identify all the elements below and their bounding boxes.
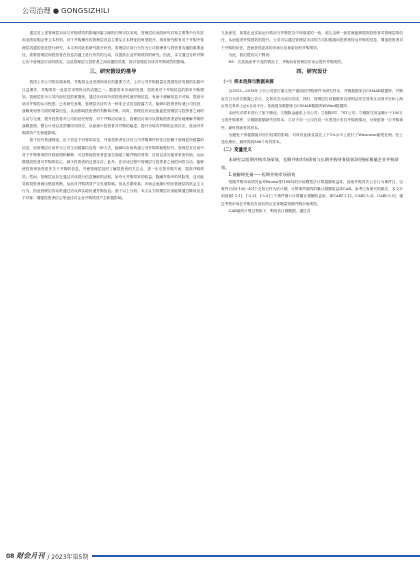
header-bullet: ●: [52, 7, 60, 15]
subsection-label: 1.被解释变量——短期并购市场绩效: [228, 172, 296, 178]
paragraph: 基于信号传递理论，由于信息不对称的存在，外部投资者在评估公司并购事件时往往依赖于管理层所披露的信息，而管理层访谈作为公司主动披露信息的一种方式，能够向市场传递公司并购的积极信号。管理层在访谈中对于并购事项的详细说明和解释，可以帮助投资者更加全面地了解并购的背景、目的以及可能带来的价值，从而增强投资者对并购的信心，减少投资者的过度反应。此外，在访谈过程中管理层与投资者之间的问答互动，能够使投资者获得更多关于并购的信息，并使管理层及时了解投资者的关注点，进一步完善并购方案，提高并购绩效。然而，管理层也存在通过访谈进行信息操纵的动机，如夸大并购带来的收益，隐瞒并购中的风险等，这可能导致投资者做出错误判断，从而对并购绩效产生负面影响。但从长期来看，市场会逐渐识别出管理层的机会主义行为，因此管理层有动机通过访谈真实地传递并购信息。基于以上分析，本文认为管理层访谈能够通过降低信息不对称、增强投资者信心等途径对企业并购绩效产生积极影响。: [22, 138, 204, 201]
page-header: [0, 0, 420, 23]
paragraph: 本研究对样本进行了如下筛选：①剔除金融类上市公司；②剔除ST、*ST公司；③剔除交易金额小于100万元的并购事件；④剔除数据缺失的样本；⑤对于同一公司在同一年度进行多次并购的情况，仅保留第一次并购事件。最终得到有效样本。: [221, 111, 403, 130]
paragraph: 短期并购市场绩效参考Brown等(1985)的市场模型法计算超额收益率，选取并购首次公告日为事件日，以事件日前[-150,-30]个交易日作为估计期，计算事件期内的累计超额收益率CAR。参考已有研究的做法，本文分别选取[-1,1]、[-3,3]、[-5,5]三个事件窗口计算累计超额收益率，即CAR[-1,1]、CAR[-3,3]、CAR[-5,5]，通过考察市场在并购宣告前后的反应来衡量短期并购市场绩效。: [221, 179, 403, 206]
header-title: 公司治理: [22, 7, 51, 15]
subsection-heading: （一）样本选择与数据来源: [221, 80, 274, 86]
header-subtitle: GONGSIZHILI: [61, 7, 110, 15]
left-column: [22, 30, 204, 203]
page-footer: [0, 547, 420, 565]
footer-rule: [92, 555, 420, 557]
subsection-heading: （二）变量定义: [221, 148, 252, 154]
paragraph: 本研究以短期并购市场绩效、长期并购市场绩效与长期并购财务绩效3项指标衡量企业并购绩效。: [221, 157, 399, 170]
paragraph: 我国上市公司的实践表明，并购是企业发展和成长的重要方式，上市公司并购数量在我国经济发展的实践中日益增多，并购绩效一直是学术界热议的话题之一。随着资本市场的发展，投资者对于并购信息的需求不断增加，管理层作为公司内部信息的掌握者，通过访谈向外部投资者传递并购信息，有助于缓解信息不对称，提高市场对并购的认可程度。已有研究表明，管理层访谈作为一种非正式信息披露方式，能够向投资者传递公司经营、战略规划等方面的增量信息，从而影响投资者的判断和决策。同时，管理层访谈也能促进管理层与投资者之间的互动与交流，提升投资者对公司的信任程度。对于并购活动而言，管理层访谈可以帮助投资者更好地理解并购的战略意图、整合计划以及预期协同效应，从而减少投资者对并购的疑虑，提升市场对并购的正面反应，进而对并购绩效产生积极影响。: [22, 80, 204, 135]
paragraph: 为此，我们提出以下假设：: [228, 52, 273, 57]
page-number: 08: [6, 552, 15, 560]
issue-label: / 2023年第5期: [47, 553, 89, 561]
paragraph: 以2013—2018年上市公司进行重大资产重组的并购事件为研究样本，并购数据来自CSMAR数据库，并购宣告日为首次披露公告日，交易状态为成功完成，同时，管理层访谈数据来自深圳证券交易所互动易平台和上海证券交易所上证e互动平台，其他财务数据来自CSMAR数据库和Wind数据库。: [221, 89, 403, 108]
paragraph: 九条意见，如果企业实际运行情况与并购报告中所描述的一致，那么这种一致性就能够提高投资者对管理层的信任，从而促进并购绩效的提升。公司可以通过管理层访谈的方式积极地向投资者传达并购的信息，增加投资者对于并购的信任，进而获得更高的市场反应和更好的并购绩效。: [221, 31, 403, 50]
journal-name: 财会月刊: [16, 551, 45, 560]
hypothesis: H1：在其他条件不变的情况下，并购前有管理层访谈会提升并购绩效。: [228, 60, 345, 64]
paragraph: 通过对上述管理层访谈与并购绩效的影响因素文献的归纳可以发现，管理层访谈的研究对象主要集中在年报和业绩说明会等文本材料，对于并购操作的管理层讯息主要从文本特征的角度展开，现有研究鲜有对于并购中管理层沟通的变化进行研究，本文则对此类研究展开补充。管理层访谈行为作为公司管理者与投资者沟通的重要途径，需要管理层和投资者在信息沟通上进行有效的互动，以提高企业并购绩效的研究。因此，本文通过分析并购公告中管理层访谈的情况，以及管理层与投资者之间沟通的效果，探讨管理层访谈对并购绩效的影响。: [22, 31, 204, 64]
paragraph: CAR值的计算过程如下，利用估计期数据，通过对: [228, 208, 311, 213]
paragraph: 为避免个别极端值对回归结果的影响，对所有连续变量在上下1%水平上进行了Winsorize缩尾处理。经上述处理后，最终得到386个有效样本。: [221, 132, 403, 144]
section-heading: 四、研究设计: [296, 69, 328, 76]
section-heading: 三、研究假设的推导: [89, 69, 137, 76]
right-column: [221, 30, 403, 215]
